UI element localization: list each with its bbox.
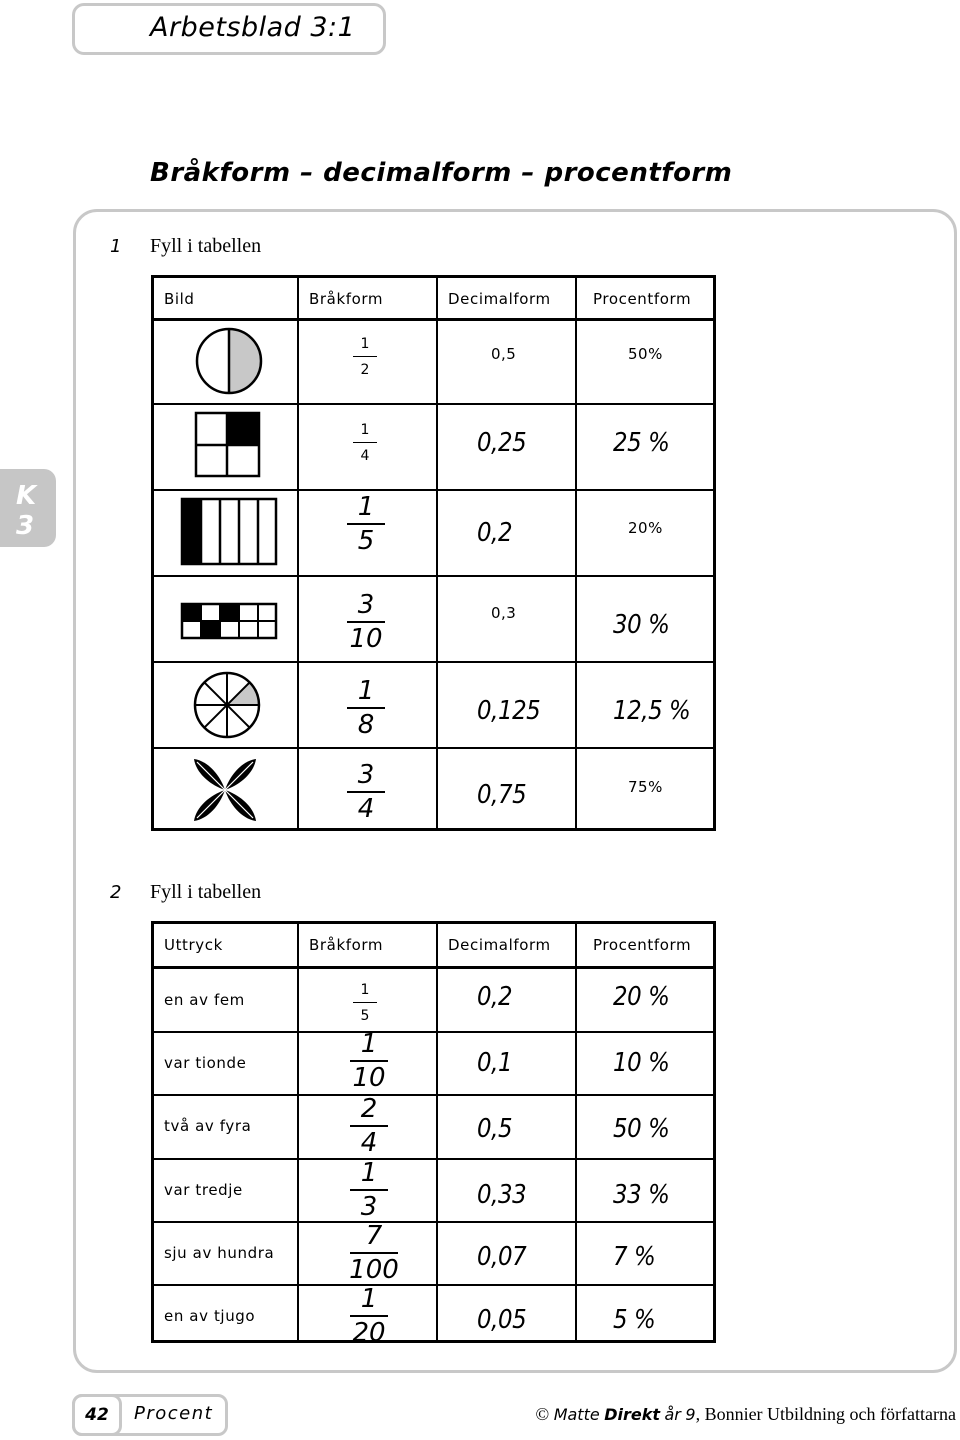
fraction-cell: 3 10 xyxy=(341,592,391,652)
quarter-shaded-square-icon xyxy=(194,411,262,479)
col-header-brakform: Bråkform xyxy=(309,290,384,308)
task-text: Fyll i tabellen xyxy=(150,235,262,257)
fraction-cell: 1 5 xyxy=(341,494,391,554)
decimal-cell: 0,5 xyxy=(491,345,517,363)
col-header-bild: Bild xyxy=(164,290,195,308)
fifth-shaded-strip-icon xyxy=(180,497,278,567)
fraction-cell: 7 100 xyxy=(349,1221,399,1285)
section-heading: Bråkform – decimalform – procentform xyxy=(150,158,733,188)
percent-cell: 12,5 % xyxy=(613,696,691,726)
book-year-number: 9 xyxy=(685,1405,696,1424)
percent-cell: 33 % xyxy=(613,1180,670,1210)
book-year-word: år xyxy=(664,1405,681,1424)
expression-cell: en av fem xyxy=(164,991,245,1009)
decimal-cell: 0,3 xyxy=(491,604,517,622)
decimal-cell: 0,5 xyxy=(477,1114,513,1144)
copyright-symbol: © xyxy=(535,1404,550,1424)
fraction-cell: 3 4 xyxy=(341,762,391,822)
expression-cell: en av tjugo xyxy=(164,1307,256,1325)
decimal-cell: 0,2 xyxy=(477,982,513,1012)
decimal-cell: 0,25 xyxy=(477,428,527,458)
book-name-part2: Direkt xyxy=(604,1405,660,1424)
table-2-header xyxy=(154,924,713,969)
col-header-brakform: Bråkform xyxy=(309,936,384,954)
fraction-cell: 2 4 xyxy=(344,1096,394,1156)
eighth-shaded-circle-icon xyxy=(192,670,262,740)
table-1 xyxy=(151,275,716,831)
chapter-label: Procent xyxy=(134,1403,214,1424)
half-shaded-circle-icon xyxy=(194,326,264,396)
decimal-cell: 0,75 xyxy=(477,780,527,810)
col-header-decimalform: Decimalform xyxy=(448,290,551,308)
decimal-cell: 0,07 xyxy=(477,1242,527,1272)
four-petal-icon xyxy=(190,755,260,825)
checker-grid-icon xyxy=(180,602,278,642)
fraction-cell: 1 3 xyxy=(344,1160,394,1220)
side-tab-number: 3 xyxy=(16,511,35,541)
decimal-cell: 0,33 xyxy=(477,1180,527,1210)
side-tab-letter: K xyxy=(16,481,37,511)
fraction-cell: 1 5 xyxy=(353,982,377,1024)
expression-cell: var tionde xyxy=(164,1054,247,1072)
worksheet-title: Arbetsblad 3:1 xyxy=(150,12,356,43)
col-header-uttryck: Uttryck xyxy=(164,936,223,954)
decimal-cell: 0,125 xyxy=(477,696,541,726)
percent-cell: 10 % xyxy=(613,1048,670,1078)
task-2-instruction xyxy=(110,881,261,904)
percent-cell: 50 % xyxy=(613,1114,670,1144)
expression-cell: två av fyra xyxy=(164,1117,252,1135)
publisher-text: , Bonnier Utbildning och författarna xyxy=(695,1404,956,1424)
fraction-cell: 1 2 xyxy=(353,336,377,378)
book-name-part1: Matte xyxy=(553,1405,600,1424)
percent-cell: 7 % xyxy=(613,1242,656,1272)
task-text: Fyll i tabellen xyxy=(150,881,262,903)
col-header-procentform: Procentform xyxy=(593,290,692,308)
decimal-cell: 0,2 xyxy=(477,518,513,548)
percent-cell: 20 % xyxy=(613,982,670,1012)
percent-cell: 75% xyxy=(628,778,663,796)
fraction-cell: 1 8 xyxy=(341,678,391,738)
table-1-header xyxy=(154,278,713,321)
percent-cell: 20% xyxy=(628,519,663,537)
percent-cell: 5 % xyxy=(613,1305,656,1335)
task-number: 1 xyxy=(110,236,122,257)
expression-cell: sju av hundra xyxy=(164,1244,275,1262)
fraction-cell: 1 20 xyxy=(344,1286,394,1346)
side-tab xyxy=(0,469,56,547)
copyright-line xyxy=(536,1404,957,1425)
fraction-cell: 1 4 xyxy=(353,422,377,464)
col-header-decimalform: Decimalform xyxy=(448,936,551,954)
task-number: 2 xyxy=(110,882,122,903)
expression-cell: var tredje xyxy=(164,1181,243,1199)
decimal-cell: 0,05 xyxy=(477,1305,527,1335)
table-2 xyxy=(151,921,716,1348)
percent-cell: 30 % xyxy=(613,610,670,640)
page-number: 42 xyxy=(72,1394,122,1436)
task-1-instruction xyxy=(110,235,261,258)
fraction-cell: 1 10 xyxy=(344,1031,394,1091)
col-header-procentform: Procentform xyxy=(593,936,692,954)
percent-cell: 50% xyxy=(628,345,663,363)
percent-cell: 25 % xyxy=(613,428,670,458)
decimal-cell: 0,1 xyxy=(477,1048,513,1078)
